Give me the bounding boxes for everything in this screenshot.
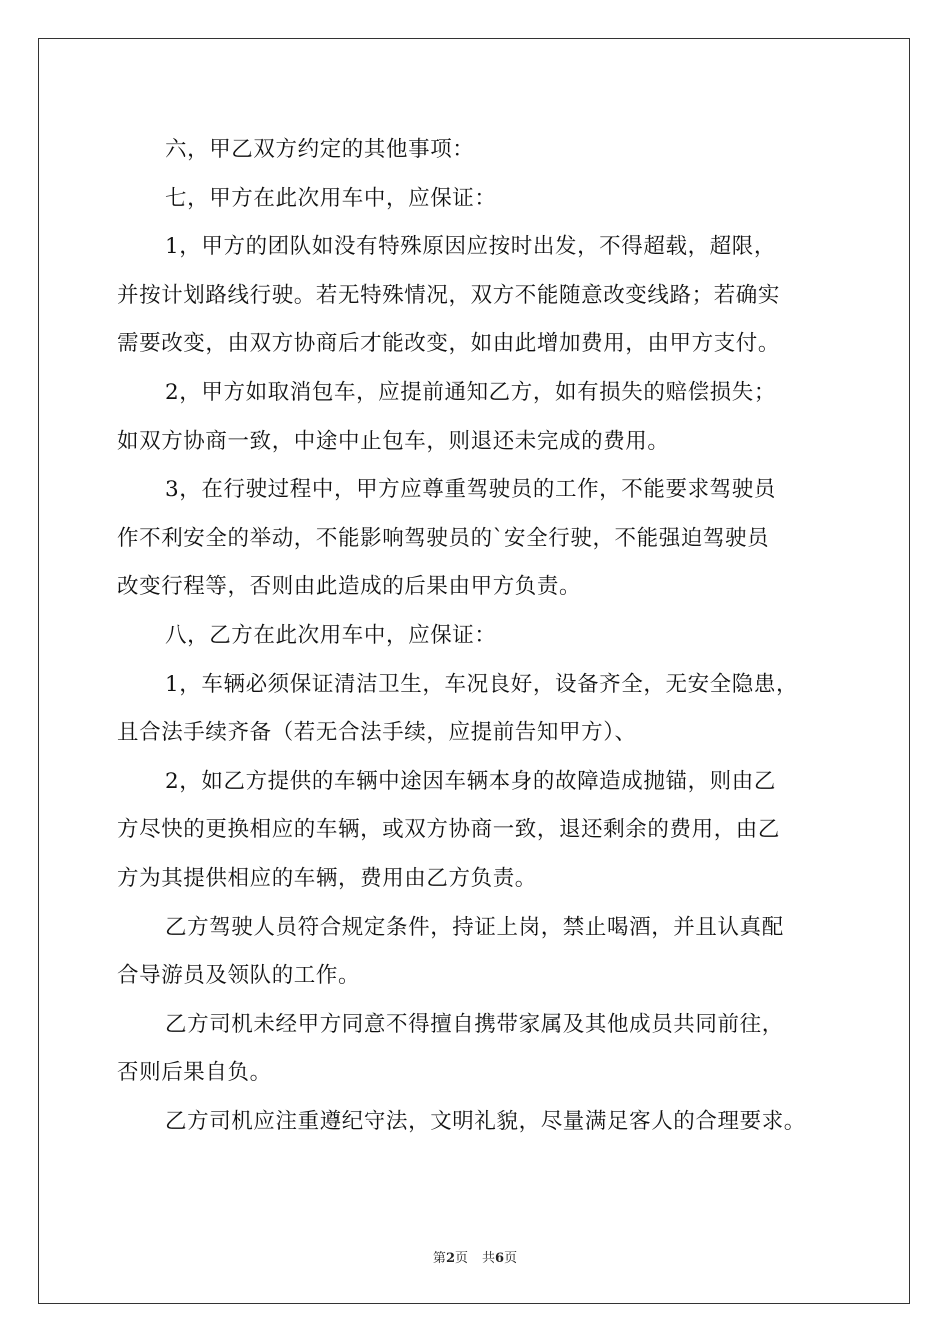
text-line: 并按计划路线行驶。若无特殊情况，双方不能随意改变线路；若确实: [117, 282, 781, 308]
document-body: [117, 126, 857, 1146]
total-pages: 6: [495, 1251, 505, 1266]
text-line: 乙方司机未经甲方同意不得擅自携带家属及其他成员共同前往，: [165, 1011, 784, 1037]
page-footer: [0, 1247, 950, 1266]
text-line: 且合法手续齐备（若无合法手续，应提前告知甲方）、: [117, 720, 637, 746]
page-prefix: 第: [432, 1251, 446, 1266]
text-line: 1，车辆必须保证清洁卫生，车况良好，设备齐全，无安全隐患，: [165, 671, 799, 697]
total-suffix: 页: [504, 1251, 518, 1266]
text-line: 如双方协商一致，中途中止包车，则退还未完成的费用。: [117, 428, 670, 454]
text-line: 乙方驾驶人员符合规定条件，持证上岗，禁止喝酒，并且认真配: [165, 914, 784, 940]
text-line: 作不利安全的举动，不能影响驾驶员的`安全行驶，不能强迫驾驶员: [117, 525, 770, 551]
text-line: 合导游员及领队的工作。: [117, 963, 361, 989]
page-number: 2: [445, 1251, 455, 1266]
page-suffix: 页: [454, 1251, 468, 1266]
text-line: 七，甲方在此次用车中，应保证：: [165, 185, 497, 211]
text-line: 否则后果自负。: [117, 1060, 272, 1086]
text-line: 六，甲乙双方约定的其他事项：: [165, 137, 475, 162]
text-line: 改变行程等，否则由此造成的后果由甲方负责。: [117, 574, 582, 600]
total-prefix: 共: [482, 1251, 496, 1266]
text-line: 2，如乙方提供的车辆中途因车辆本身的故障造成抛锚，则由乙: [165, 768, 776, 794]
text-line: 方为其提供相应的车辆，费用由乙方负责。: [117, 865, 537, 891]
text-line: 方尽快的更换相应的车辆，或双方协商一致，退还剩余的费用，由乙: [117, 817, 781, 843]
text-line: 3，在行驶过程中，甲方应尊重驾驶员的工作，不能要求驾驶员: [165, 477, 776, 503]
text-line: 乙方司机应注重遵纪守法，文明礼貌，尽量满足客人的合理要求。: [165, 1108, 806, 1134]
text-line: 1，甲方的团队如没有特殊原因应按时出发，不得超载，超限，: [165, 234, 776, 260]
text-line: 2，甲方如取消包车，应提前通知乙方，如有损失的赔偿损失；: [165, 379, 776, 405]
text-line: 需要改变，由双方协商后才能改变，如由此增加费用，由甲方支付。: [117, 331, 781, 357]
text-line: 八，乙方在此次用车中，应保证：: [165, 622, 497, 648]
